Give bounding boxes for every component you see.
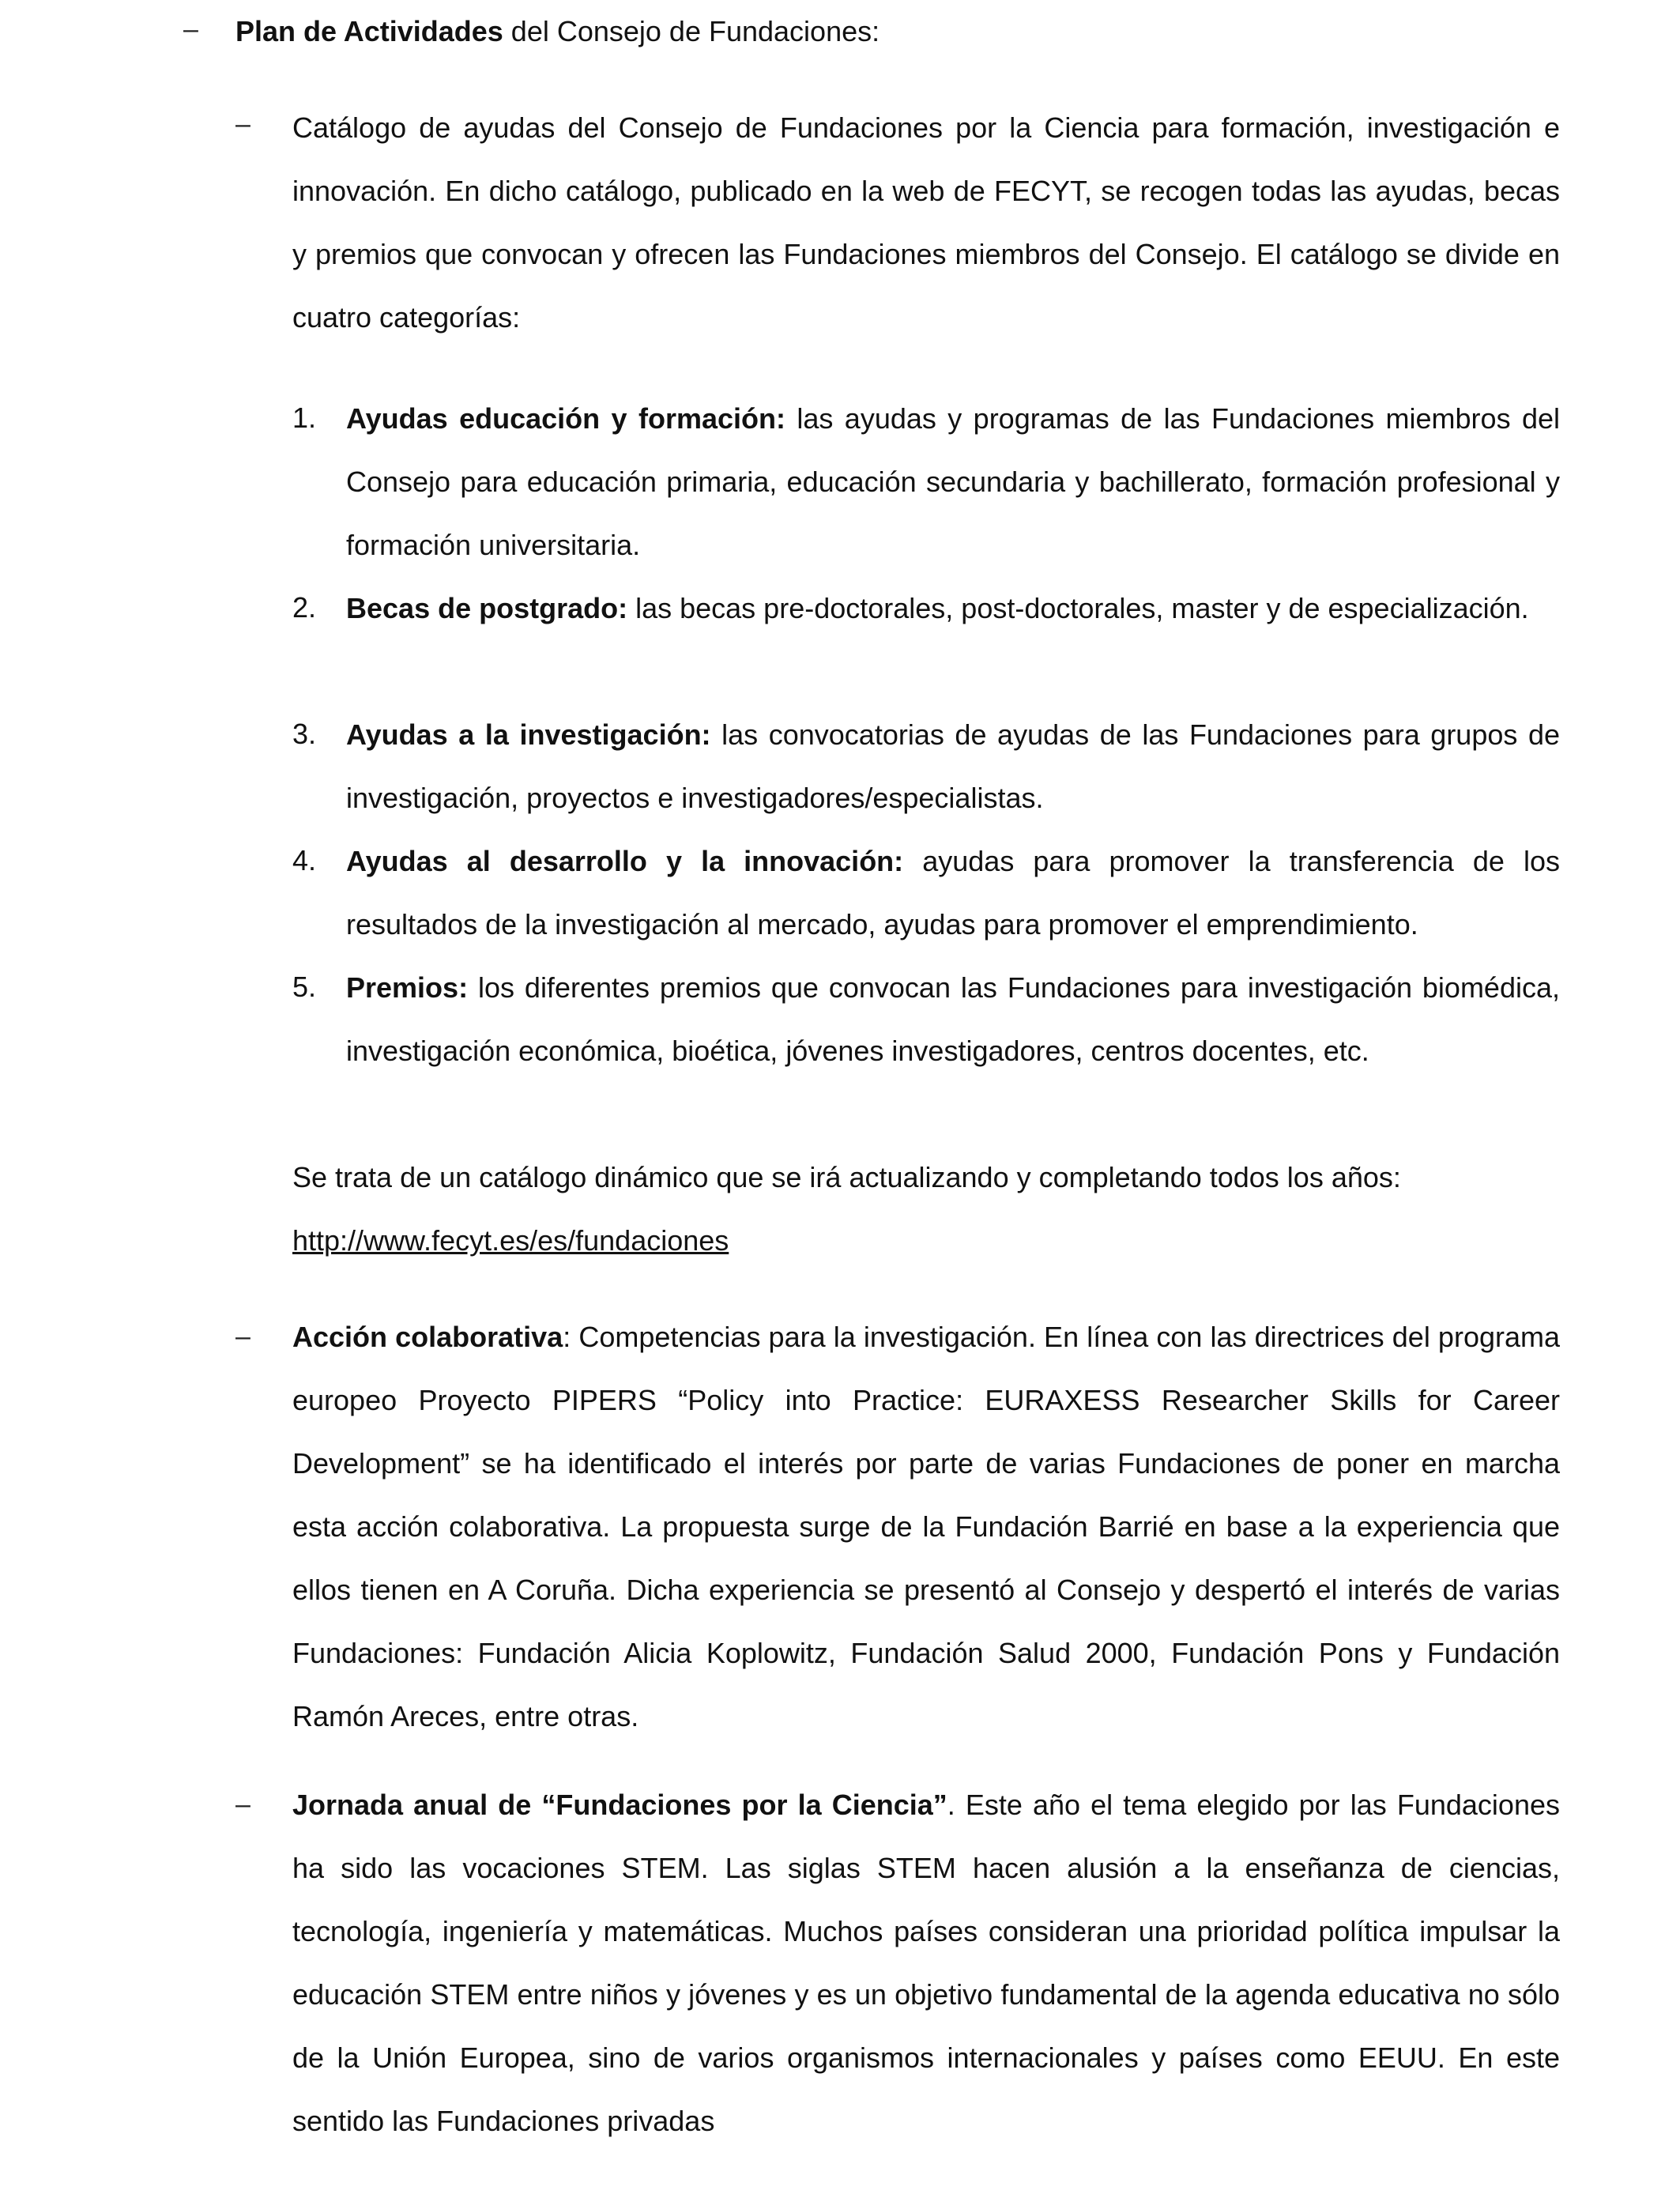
list-item-text: los diferentes premios que convocan las Fundaciones para investigación biomédica, investigación económica, bioética, jóvenes investigadores, centros docentes, etc. [346,971,1560,1067]
jornada-text: . Este año el tema elegido por las Fundaciones ha sido las vocaciones STEM. Las siglas STEM hacen alusión a la enseñanza de ciencias, tecnología, ingeniería y matemáticas. Muchos países consideran una prioridad política impulsar la educación STEM entre niños y jóvenes y es un objetivo fundamental de la agenda educativa no sólo de la Unión Europea, sino de varios organismos internacionales y países como EEUU. En este sentido las Fundaciones privadas [292,1789,1560,2137]
catalog-closing [292,1146,1560,1272]
list-item [346,577,1560,640]
jornada-title: Jornada anual de “Fundaciones por la Ciencia” [292,1789,947,1821]
list-item-title: Becas de postgrado: [346,592,628,624]
bullet-dash: – [235,109,250,139]
list-item-text: las ayudas y programas de las Fundaciones miembros del Consejo para educación primaria, educación secundaria y bachillerato, formación profesional y formación universitaria. [346,402,1560,561]
list-item-text: las becas pre-doctorales, post-doctorales, master y de especialización. [627,592,1529,624]
collab-title: Acción colaborativa [292,1321,563,1353]
catalog-closing-text: Se trata de un catálogo dinámico que se irá actualizando y completando todos los años: [292,1161,1401,1193]
catalog-intro: Catálogo de ayudas del Consejo de Fundaciones por la Ciencia para formación, investigación e innovación. En dicho catálogo, publicado en la web de FECYT, se recogen todas las ayudas, becas y premios que convocan y ofrecen las Fundaciones miembros del Consejo. El catálogo se divide en cuatro categorías: [292,111,1560,334]
jornada-paragraph [292,1774,1560,2153]
list-item-title: Ayudas educación y formación: [346,402,785,435]
fecyt-link[interactable]: http://www.fecyt.es/es/fundaciones [292,1224,729,1257]
list-item-text: ayudas para promover la transferencia de los resultados de la investigación al mercado, ayudas para promover el emprendimiento. [346,845,1560,941]
collab-paragraph [292,1306,1560,1748]
list-item [346,387,1560,577]
list-item-title: Ayudas al desarrollo y la innovación: [346,845,904,877]
collab-text: : Competencias para la investigación. En línea con las directrices del programa europeo Proyecto PIPERS “Policy into Practice: EURAXESS Researcher Skills for Career Development” se ha identificado el interés por parte de varias Fundaciones de poner en marcha esta acción colaborativa. La propuesta surge de la Fundación Barrié en base a la experiencia que ellos tienen en A Coruña. Dicha experiencia se presentó al Consejo y despertó el interés de varias Fundaciones: Fundación Alicia Koplowitz, Fundación Salud 2000, Fundación Pons y Fundación Ramón Areces, entre otras. [292,1321,1561,1732]
section-heading [235,0,1579,63]
list-item-number: 4. [292,844,317,876]
bullet-dash: – [235,1321,250,1351]
list-item [346,956,1560,1083]
list-item-text: las convocatorias de ayudas de las Fundaciones para grupos de investigación, proyectos e investigadores/especialistas. [346,718,1560,814]
bullet-dash: – [235,1789,250,1819]
list-item-title: Premios: [346,971,469,1004]
list-item [346,703,1560,830]
list-item-number: 1. [292,401,317,434]
list-item-title: Ayudas a la investigación: [346,718,711,751]
section-heading-bold: Plan de Actividades [235,15,503,47]
list-item-number: 5. [292,971,317,1003]
section-heading-rest: del Consejo de Fundaciones: [503,15,880,47]
list-item-number: 3. [292,718,317,750]
list-item-number: 2. [292,591,317,624]
bullet-dash: – [183,14,198,44]
list-item [346,830,1560,956]
